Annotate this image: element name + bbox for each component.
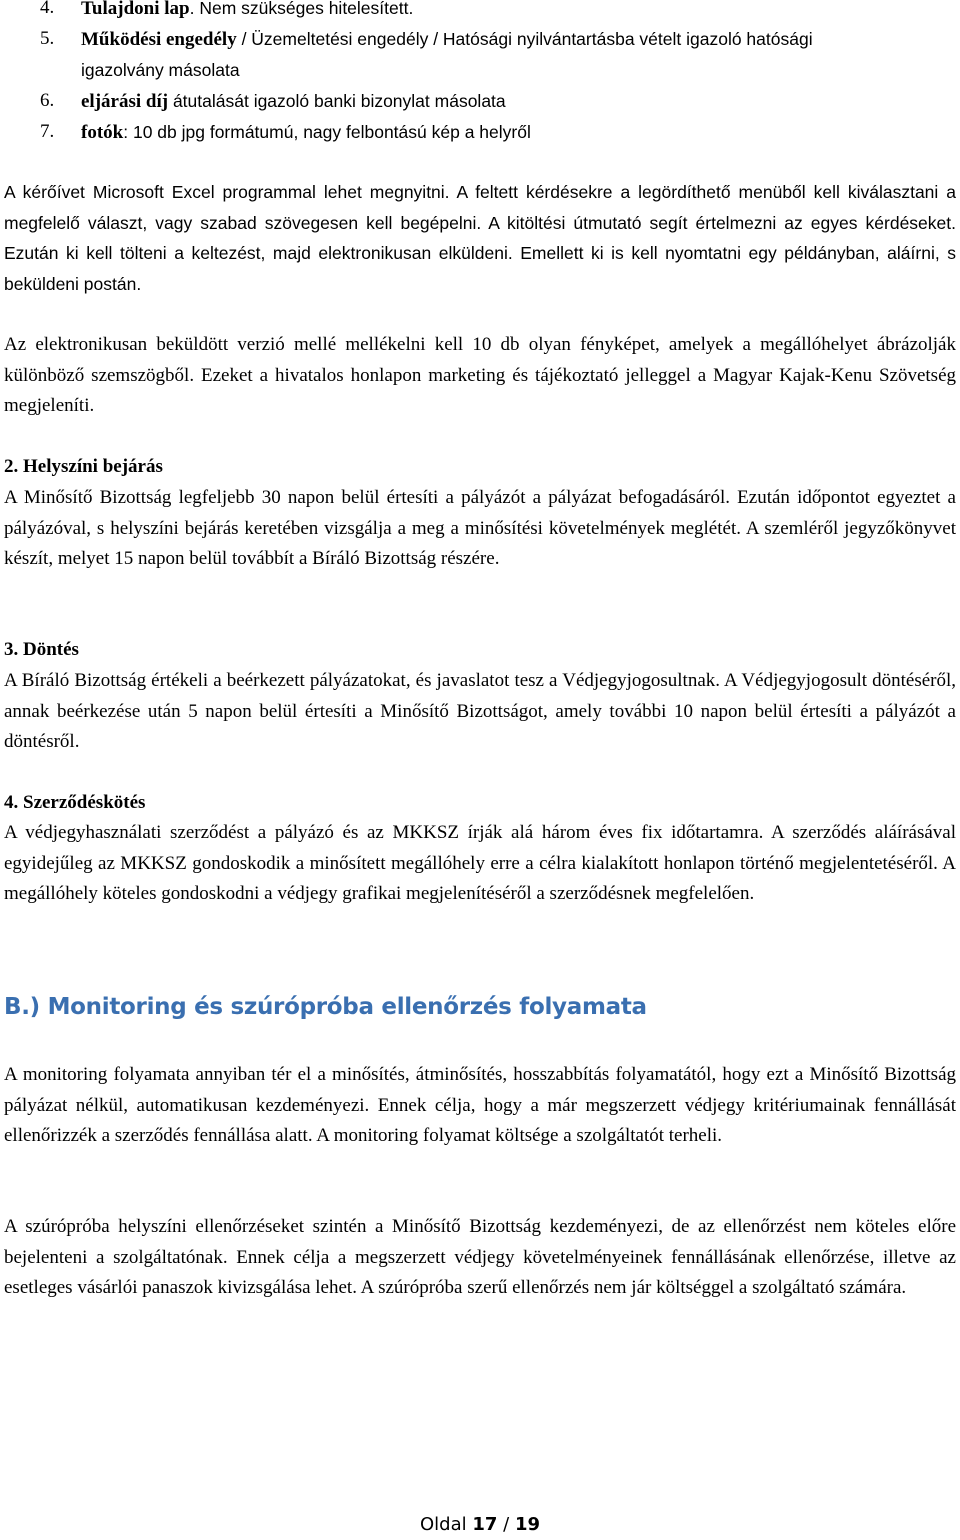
section-heading: 2. Helyszíni bejárás [4, 456, 163, 477]
footer-label: Oldal [420, 1514, 473, 1535]
paragraph-photos: Az elektronikusan beküldött verzió mellé mellékelni kell 10 db olyan fényképet, amelyek a megállóhelyet ábrázolják különböző szemszögből. Ezeket a hivatalos honlapon marketing és tájékoztató jelleggel a Magyar Kajak-Kenu Szövetség megjeleníti. [4, 334, 956, 416]
section-paragraph: A Bíráló Bizottság értékeli a beérkezett pályázatokat, és javaslatot tesz a Védjegyjogosultnak. A Védjegyjogosult döntéséről, annak beérkezése után 5 napon belül értesíti a Minősítő Bizottságot, amely további 10 napon belül értesíti a pályázót a döntésről. [4, 670, 956, 752]
list-item-text: . Nem szükséges hitelesített. [189, 0, 414, 18]
section-paragraph: A Minősítő Bizottság legfeljebb 30 napon belül értesíti a pályázót a pályázat befogadásáról. Ezután időpontot egyeztet a pályázóval, s helyszíni bejárás keretében vizsgálja a meg a minősítési követelmények meglétét. A szemléről jegyzőkönyvet készít, melyet 15 napon belül továbbít a Bíráló Bizottság részére. [4, 487, 956, 569]
list-item-text: átutalását igazoló banki bizonylat másolata [168, 91, 506, 111]
section-heading: 4. Szerződéskötés [4, 792, 146, 813]
list-item-text: / Üzemeltetési engedély / Hatósági nyilvántartásba vételt igazoló hatósági [236, 29, 813, 49]
list-number: 5. [40, 28, 55, 49]
list-number: 6. [40, 90, 55, 111]
list-item-term: fotók [81, 122, 124, 143]
list-item-text: : 10 db jpg formátumú, nagy felbontású kép a helyről [123, 122, 531, 142]
page-footer [0, 1514, 960, 1535]
list-number: 4. [40, 0, 55, 18]
list-number: 7. [40, 121, 55, 142]
section-b-title: B.) Monitoring és szúrópróba ellenőrzés folyamata [4, 994, 647, 1020]
page-number-total: 19 [514, 1514, 540, 1535]
footer-separator: / [497, 1514, 515, 1535]
section-paragraph: A védjegyhasználati szerződést a pályázó és az MKKSZ írják alá három éves fix időtartamra. A szerződés aláírásával egyidejűleg az MKKSZ gondoskodik a minősített megállóhely erre a célra kialakított honlapon történő megjelentetéséről. A megállóhely köteles gondoskodni a védjegy grafikai megjelenítéséről a szerződésnek megfelelően. [4, 822, 956, 904]
paragraph-monitoring: A monitoring folyamata annyiban tér el a minősítés, átminősítés, hosszabbítás folyamatától, hogy ezt a Minősítő Bizottság pályázat nélkül, automatikusan kezdeményezi. Ennek célja, hogy a már megszerzett védjegy kritériumainak fennállását ellenőrizzék a szerződés fennállása alatt. A monitoring folyamat költsége a szolgáltatót terheli. [4, 1064, 956, 1146]
section-heading: 3. Döntés [4, 639, 79, 660]
list-item-term: Tulajdoni lap [81, 0, 190, 19]
page-number-current: 17 [472, 1514, 498, 1535]
paragraph-spotcheck: A szúrópróba helyszíni ellenőrzéseket szintén a Minősítő Bizottság kezdeményezi, de az ellenőrzést nem köteles előre bejelenteni a szolgáltatónak. Ennek célja a megszerzett védjegy követelményeinek fennállásának ellenőrzése, illetve az esetleges vásárlói panaszok kivizsgálása lehet. A szúrópróba szerű ellenőrzés nem jár költséggel a szolgáltató számára. [4, 1216, 956, 1298]
paragraph-excel-instructions: A kérőívet Microsoft Excel programmal lehet megnyitni. A feltett kérdésekre a legördíthető menüből kell kiválasztani a megfelelő választ, vagy szabad szövegesen kell begépelni. A kitöltési útmutató segít értelmezni az egyes kérdéseket. Ezután ki kell tölteni a keltezést, majd elektronikusan elküldeni. Emellett ki is kell nyomtatni egy példányban, aláírni, s beküldeni postán. [4, 182, 956, 294]
list-item-term: Működési engedély [81, 29, 237, 50]
list-item-term: eljárási díj [81, 91, 169, 112]
list-item-text: igazolvány másolata [81, 60, 240, 80]
